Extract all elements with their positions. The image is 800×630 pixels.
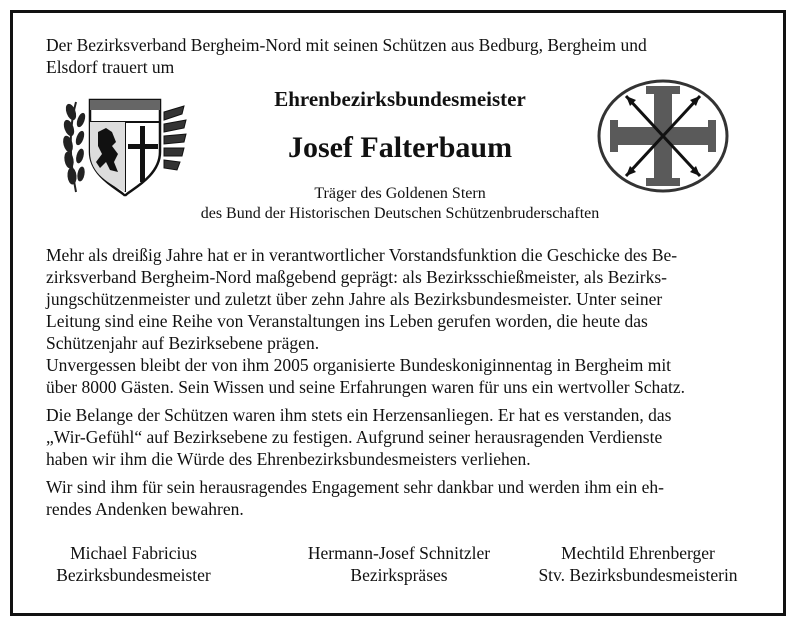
signature-2 bbox=[292, 542, 506, 586]
signatory-name: Hermann-Josef Schnitzler bbox=[307, 543, 491, 563]
honor-line-2: des Bund der Historischen Deutschen Schützenbruderschaften bbox=[200, 205, 600, 222]
cross-with-arrows-icon bbox=[596, 78, 730, 194]
intro-line-2: Elsdorf trauert um bbox=[46, 57, 175, 77]
signatory-role: Stv. Bezirksbundesmeisterin bbox=[538, 565, 738, 585]
text-line: Wir sind ihm für sein herausragendes Engagement sehr dankbar und werden ihm ein eh- bbox=[46, 477, 664, 497]
text-line: Unvergessen bleibt der von ihm 2005 organisierte Bundeskoniginnentag in Bergheim mit bbox=[46, 355, 672, 375]
honor-text bbox=[190, 184, 610, 224]
paragraph-1 bbox=[46, 244, 758, 398]
signature-3 bbox=[520, 542, 756, 586]
body-text bbox=[46, 244, 758, 526]
text-line: rendes Andenken bewahren. bbox=[46, 499, 244, 519]
text-line: haben wir ihm die Würde des Ehrenbezirksbundesmeisters verliehen. bbox=[46, 449, 531, 469]
paragraph-2 bbox=[46, 404, 758, 470]
signatory-name: Michael Fabricius bbox=[70, 543, 197, 563]
honorary-title: Ehrenbezirksbundesmeister bbox=[274, 87, 526, 111]
text-line: Mehr als dreißig Jahre hat er in verantwortlicher Vorstandsfunktion die Geschicke des Be- bbox=[46, 245, 678, 265]
text-line: Leitung sind eine Reihe von Veranstaltungen ins Leben gerufen worden, die heute das bbox=[46, 311, 648, 331]
honor-line-1: Träger des Goldenen Stern bbox=[314, 185, 486, 202]
deceased-name: Josef Falterbaum bbox=[287, 131, 513, 164]
text-line: zirksverband Bergheim-Nord maßgebend geprägt: als Bezirksschießmeister, als Bezirks- bbox=[46, 267, 668, 287]
intro-line-1: Der Bezirksverband Bergheim-Nord mit seinen Schützen aus Bedburg, Bergheim und bbox=[46, 35, 647, 55]
paragraph-3 bbox=[46, 476, 758, 520]
text-line: über 8000 Gästen. Sein Wissen und seine Erfahrungen waren für uns ein wertvoller Schatz. bbox=[46, 377, 685, 397]
signatory-name: Mechtild Ehrenberger bbox=[561, 543, 715, 563]
text-line: Schützenjahr auf Bezirksebene prägen. bbox=[46, 333, 320, 353]
signatory-role: Bezirkspräses bbox=[350, 565, 448, 585]
signatures bbox=[46, 542, 766, 590]
intro-text bbox=[46, 34, 766, 78]
coat-of-arms-icon bbox=[60, 92, 190, 200]
text-line: „Wir-Gefühl“ auf Bezirksebene zu festigen. Aufgrund seiner herausragenden Verdienste bbox=[46, 427, 663, 447]
signature-1 bbox=[46, 542, 221, 586]
heading-block bbox=[190, 86, 610, 224]
text-line: jungschützenmeister und zuletzt über zehn Jahre als Bezirksbundesmeister. Unter seiner bbox=[46, 289, 663, 309]
signatory-role: Bezirksbundesmeister bbox=[56, 565, 211, 585]
text-line: Die Belange der Schützen waren ihm stets ein Herzensanliegen. Er hat es verstanden, das bbox=[46, 405, 672, 425]
